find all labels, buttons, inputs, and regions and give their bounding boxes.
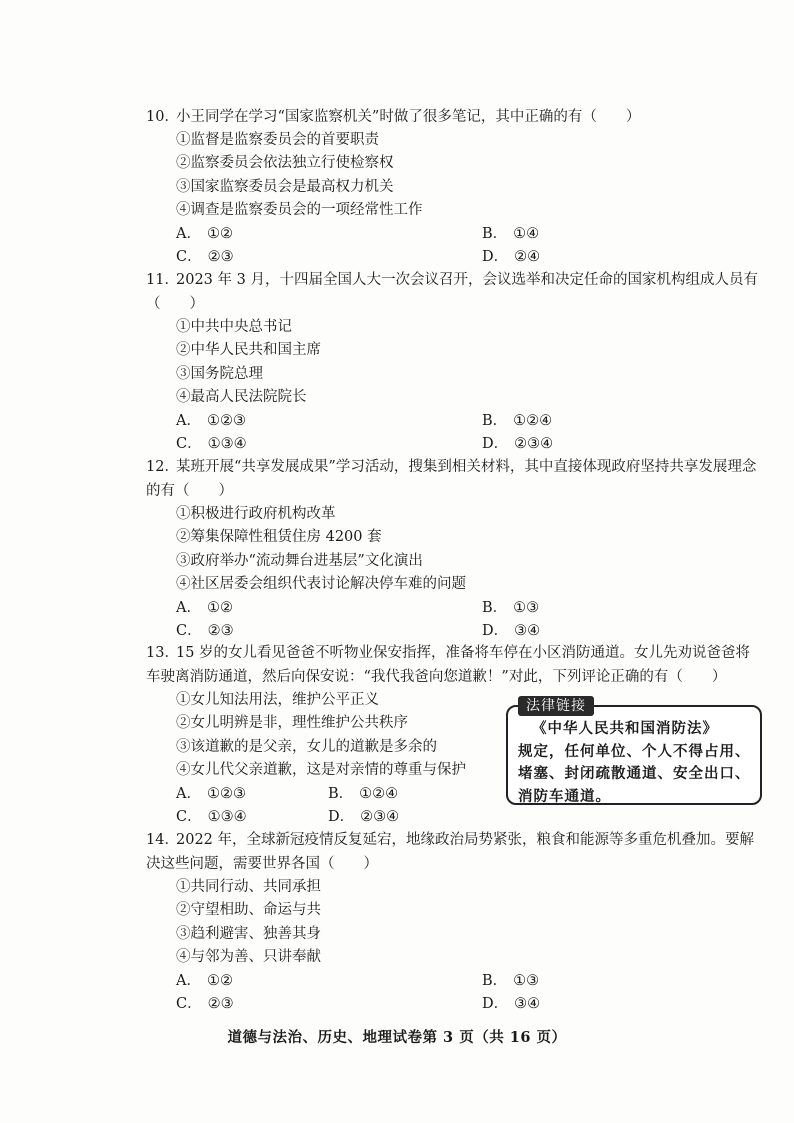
statement-2: ②中华人民共和国主席 bbox=[176, 342, 321, 359]
statement-4: ④最高人民法院院长 bbox=[176, 389, 307, 406]
page-footer: 道德与法治、历史、地理试卷第 3 页（共 16 页） bbox=[227, 1029, 567, 1046]
statement-3: ③趋利避害、独善其身 bbox=[176, 925, 321, 942]
answer-choice-a: A． ①② bbox=[176, 225, 233, 242]
statement-1: ①积极进行政府机构改革 bbox=[176, 506, 336, 522]
question-stem bbox=[146, 641, 762, 689]
question-14 bbox=[146, 828, 762, 1016]
question-stem bbox=[146, 455, 762, 503]
law-body: 规定，任何单位、个人不得占用、堵塞、封闭疏散通道、安全出口、消防车通道。 bbox=[518, 742, 751, 805]
statement-4: ④社区居委会组织代表讨论解决停车难的问题 bbox=[176, 576, 466, 593]
statement-2: ②女儿明辨是非，理性维护公共秩序 bbox=[176, 715, 408, 732]
answer-choice-d: D． ③④ bbox=[482, 623, 541, 640]
question-10 bbox=[146, 105, 762, 269]
answer-choice-a: A． ①②③ bbox=[176, 412, 246, 429]
statement-1: ①中共中央总书记 bbox=[176, 319, 292, 335]
statement-3: ③该道歉的是父亲，女儿的道歉是多余的 bbox=[176, 738, 437, 755]
statement-2: ②守望相助、命运与共 bbox=[176, 902, 321, 919]
answer-choice-b: B． ①③ bbox=[482, 599, 540, 616]
answer-choice-d: D． ②④ bbox=[482, 249, 541, 266]
answer-choice-c: C． ①③④ bbox=[176, 436, 247, 453]
statement-1: ①女儿知法用法，维护公平正义 bbox=[176, 692, 379, 708]
statement-1: ①监督是监察委员会的首要职责 bbox=[176, 132, 379, 148]
law-link-text bbox=[518, 718, 754, 808]
question-number: 14． bbox=[146, 832, 179, 848]
answer-choice-a: A． ①②③ bbox=[176, 785, 246, 802]
answer-choices bbox=[176, 597, 762, 644]
question-number: 11． bbox=[146, 272, 179, 288]
answer-choice-c: C． ②③ bbox=[176, 249, 234, 266]
statement-1: ①共同行动、共同承担 bbox=[176, 879, 321, 895]
answer-choices bbox=[176, 410, 762, 457]
answer-choice-c: C． ②③ bbox=[176, 623, 234, 640]
question-text: 小王同学在学习“国家监察机关”时做了很多笔记，其中正确的有（ ） bbox=[176, 109, 641, 125]
statement-4: ④与邻为善、只讲奉献 bbox=[176, 949, 321, 966]
answer-choice-c: C． ①③④ bbox=[176, 809, 247, 826]
answer-choice-a: A． ①② bbox=[176, 972, 233, 989]
statement-3: ③国务院总理 bbox=[176, 365, 263, 382]
question-stem bbox=[146, 828, 762, 876]
answer-choice-d: D． ②③④ bbox=[482, 436, 554, 453]
statement-3: ③国家监察委员会是最高权力机关 bbox=[176, 178, 394, 195]
statement-4: ④女儿代父亲道歉，这是对亲情的尊重与保护 bbox=[176, 762, 466, 779]
question-text: 某班开展“共享发展成果”学习活动，搜集到相关材料，其中直接体现政府坚持共享发展理念的有（ ） bbox=[146, 459, 757, 499]
question-number: 12． bbox=[146, 459, 179, 475]
question-12 bbox=[146, 455, 762, 643]
question-text: 15 岁的女儿看见爸爸不听物业保安指挥，准备将车停在小区消防通道。女儿先劝说爸爸将车驶离消防通道，然后向保安说：“我代我爸向您道歉！”对此，下列评论正确的有（ ） bbox=[146, 645, 751, 685]
question-text: 2023 年 3 月，十四届全国人大一次会议召开，会议选举和决定任命的国家机构组成人员有（ ） bbox=[146, 272, 758, 312]
answer-choice-b: B． ①②④ bbox=[328, 785, 399, 802]
question-stem bbox=[146, 105, 762, 129]
answer-choice-b: B． ①③ bbox=[482, 972, 540, 989]
question-text: 2022 年，全球新冠疫情反复延宕，地缘政治局势紧张，粮食和能源等多重危机叠加。要解决这些问题，需要世界各国（ ） bbox=[146, 832, 755, 872]
answer-choice-b: B． ①④ bbox=[482, 225, 540, 242]
law-link-box bbox=[506, 698, 762, 805]
answer-choice-d: D． ②③④ bbox=[328, 809, 400, 826]
statement-2: ②监察委员会依法独立行使检察权 bbox=[176, 155, 394, 172]
statement-2: ②筹集保障性租赁住房 4200 套 bbox=[176, 529, 382, 546]
question-11 bbox=[146, 268, 762, 456]
statement-3: ③政府举办“流动舞台进基层”文化演出 bbox=[176, 552, 423, 569]
law-link-tab: 法律链接 bbox=[518, 696, 594, 716]
answer-choices bbox=[176, 223, 762, 270]
answer-choice-c: C． ②③ bbox=[176, 996, 234, 1013]
answer-choice-d: D． ③④ bbox=[482, 996, 541, 1013]
answer-choices bbox=[176, 970, 762, 1017]
question-number: 10． bbox=[146, 109, 179, 125]
law-title: 《中华人民共和国消防法》 bbox=[532, 720, 718, 737]
statement-4: ④调查是监察委员会的一项经常性工作 bbox=[176, 202, 423, 219]
question-number: 13． bbox=[146, 645, 179, 661]
answer-choice-b: B． ①②④ bbox=[482, 412, 553, 429]
answer-choice-a: A． ①② bbox=[176, 599, 233, 616]
question-stem bbox=[146, 268, 762, 316]
